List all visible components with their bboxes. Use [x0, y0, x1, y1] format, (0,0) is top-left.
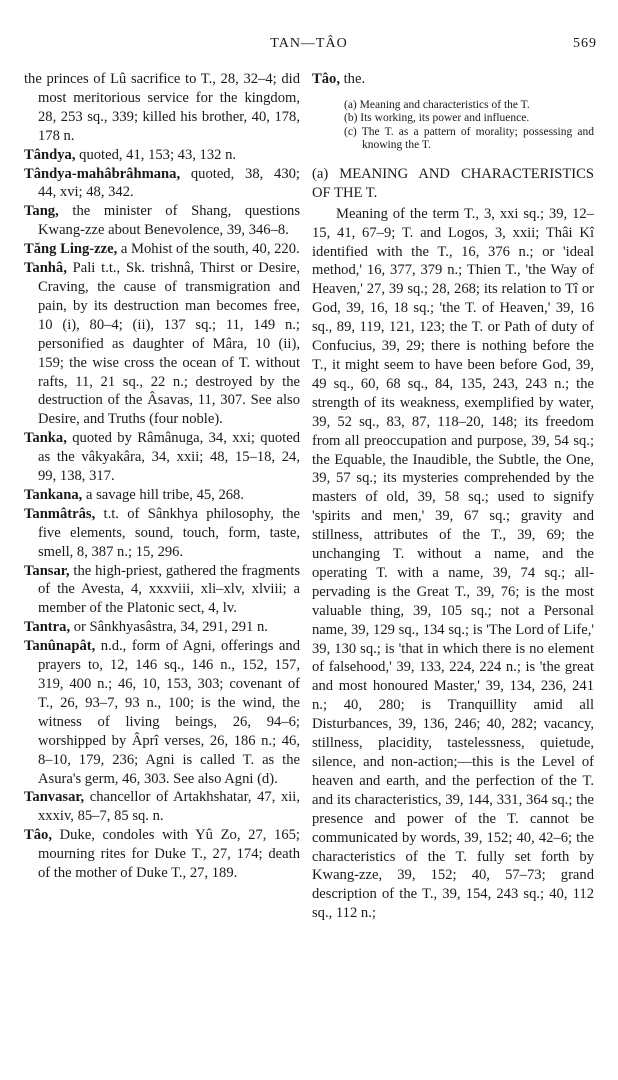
index-entry	[24, 70, 300, 146]
entry-text: n.d., form of Agni, offerings and prayers to, 12, 146 sq., 146 n., 152, 157, 319, 400 n.; 46, 10, 153, 303; covenant of T., 26, 93–7, 93 n., 100; is the wind, the witness of living beings, 26, 94–6; worshipped by Âprî verses, 26, 186 n.; 46, 8–10, 179, 236; Agni is called T. as the Asura's germ, 46, 303. See also Agni (d).	[38, 638, 300, 787]
index-entry	[24, 637, 300, 788]
entry-text: the.	[339, 71, 366, 87]
entry-headword: Tanûnapât,	[24, 638, 96, 655]
index-entry	[24, 202, 300, 240]
entry-text: the high-priest, gathered the fragments of the Avesta, 4, xxxviii, xli–xlv, xlviii; a member of the Platonic sect, 4, lv.	[38, 562, 300, 617]
entry-text: quoted, 41, 153; 43, 132 n.	[75, 146, 237, 163]
entry-headword: Tăng Ling-zze,	[24, 241, 118, 258]
entry-headword: Tansar,	[24, 562, 70, 579]
entry-text: quoted by Râmânuga, 34, xxi; quoted as the vâkyakâra, 34, xxii; 48, 15–18, 24, 99, 138, 317.	[38, 430, 300, 485]
index-entry	[24, 429, 300, 486]
entry-text: Duke, condoles with Yû Zo, 27, 165; mourning rites for Duke T., 27, 174; death of the mother of Duke T., 27, 189.	[38, 827, 300, 882]
entry-text: quoted, 38, 430; 44, xvi; 48, 342.	[38, 165, 300, 201]
entry-contents-list	[336, 99, 594, 153]
entry-headword: Tankana,	[24, 486, 83, 503]
contents-item: (b) Its working, its power and influence.	[344, 112, 530, 125]
entry-headword: Tanka,	[24, 430, 67, 447]
entry-text: chancellor of Artakhshatar, 47, xii, xxxiv, 85–7, 85 sq. n.	[38, 789, 300, 825]
right-column	[312, 70, 594, 923]
entry-headword: Tâo,	[24, 827, 52, 844]
entry-headword: Tândya-mahâbrâhmana,	[24, 165, 181, 182]
index-entry	[24, 618, 300, 637]
entry-headword: Tang,	[24, 203, 59, 220]
entry-headword: Tândya,	[24, 146, 76, 163]
index-entry	[24, 165, 300, 203]
entry-headword: Tantra,	[24, 619, 71, 636]
entry-text: a Mohist of the south, 40, 220.	[117, 241, 300, 258]
entry-text: Pali t.t., Sk. trishnâ, Thirst or Desire, Craving, the cause of transmigration and pain, by its destruction man becomes free, 10 (i), 80–4; (ii), 137 sq.; 11, 149 n.; personified as daughter of Mâra, 10 (ii), 159; the wise cross the ocean of T. without rafts, 11, 21 sq., 22 n.; destroyed by the destruction of the Âsavas, 11, 307. See also Desire, and Truths (four noble).	[38, 260, 300, 428]
section-title: (a) MEANING AND CHARACTERISTICS OF THE T.	[312, 165, 594, 201]
entry-text: or Sânkhyasâstra, 34, 291, 291 n.	[70, 619, 268, 636]
index-entry	[24, 562, 300, 619]
entry-headword: Tanhâ,	[24, 260, 67, 277]
contents-item: (c) The T. as a pattern of morality; possessing and knowing the T.	[344, 125, 594, 152]
index-entry	[24, 505, 300, 562]
index-entry	[24, 240, 300, 259]
entry-headword: Tâo,	[312, 71, 340, 87]
page-number: 569	[573, 36, 597, 51]
entry-text: the minister of Shang, questions Kwang-zze about Benevolence, 39, 346–8.	[38, 203, 300, 239]
entry-headword: Tanmâtrâs,	[24, 505, 96, 522]
header-title: TAN—TÂO	[270, 36, 348, 51]
running-header	[0, 36, 618, 56]
entry-text: a savage hill tribe, 45, 268.	[82, 486, 245, 503]
index-entry	[24, 486, 300, 505]
index-entry	[24, 146, 300, 165]
entry-text: the princes of Lû sacrifice to T., 28, 32–4; did most meritorious service for the kingdom, 28, 253 sq., 339; killed his brother, 40, 178, 178 n.	[24, 71, 300, 144]
entry-headword: Tanvasar,	[24, 789, 85, 806]
index-entry	[24, 788, 300, 826]
index-entry	[24, 259, 300, 429]
section-paragraph: Meaning of the term T., 3, xxi sq.; 39, 12–15, 41, 67–9; T. and Logos, 3, xxii; Thâi Kî identified with the T., 16, 376 n.; or 'ideal method,' 16, 377, 379 n.; Thien T., 'the Way of Heaven,' 27, 39 sq.; 28, 268; its relation to Tî or God, 39, 16, 18 sq.; 'the T. of Heaven,' 39, 16 sq., 89, 119, 121, 123; the T. or Path of duty of Confucius, 39, 29; there is nothing before the T., it might seem to have been before God, 39, 49 sq., 60, 68 sq., 84, 135, 243, 243 n.; the strength of its weakness, exemplified by water, 39, 52 sq., 83, 87, 118–20, 148; its freedom from all preoccupation and purpose, 39, 54 sq.; the Equable, the Inaudible, the Subtle, the One, 39, 57 sq.; its mysteries comprehended by the masters of old, 39, 58 sq.; used to signify 'spirits and men,' 39, 67 sq.; gravity and stillness, attributes of the T., 39, 69; the unchanging T. without a name, and the operating T. with a name, 39, 74 sq.; all-pervading is the Great T., 39, 76; is the most valuable thing, 39, 105 sq.; not a Personal name, 39, 129 sq., 134 sq.; is 'The Lord of Life,' 39, 130 sq.; is 'that in which there is no element of falsehood,' 39, 133, 224, 224 n.; is 'the great and most honoured Master,' 39, 134, 236, 241 n.; 40, 280; is Tranquillity amid all Disturbances, 39, 136, 246; 40, 282; vacancy, stillness, placidity, tastelessness, quietude, silence, and non-action;—this is the Level of heaven and earth, and the perfection of the T. and its characteristics, 39, 144, 331, 364 sq.; the presence and power of the T. cannot be communicated by words, 39, 152; 40, 42–6; the characteristics of the T. fully set forth by Kwang-zze, 39, 152; 40, 57–73; grand description of the T., 39, 154, 243 sq.; 40, 112 sq., 112 n.;	[312, 205, 594, 922]
contents-item: (a) Meaning and characteristics of the T.	[344, 98, 530, 111]
entry-text: t.t. of Sânkhya philosophy, the five elements, sound, touch, form, taste, smell, 8, 387 n.; 15, 296.	[38, 505, 300, 560]
index-entry-tao	[312, 70, 594, 89]
left-column	[24, 70, 300, 883]
index-entry	[24, 826, 300, 883]
